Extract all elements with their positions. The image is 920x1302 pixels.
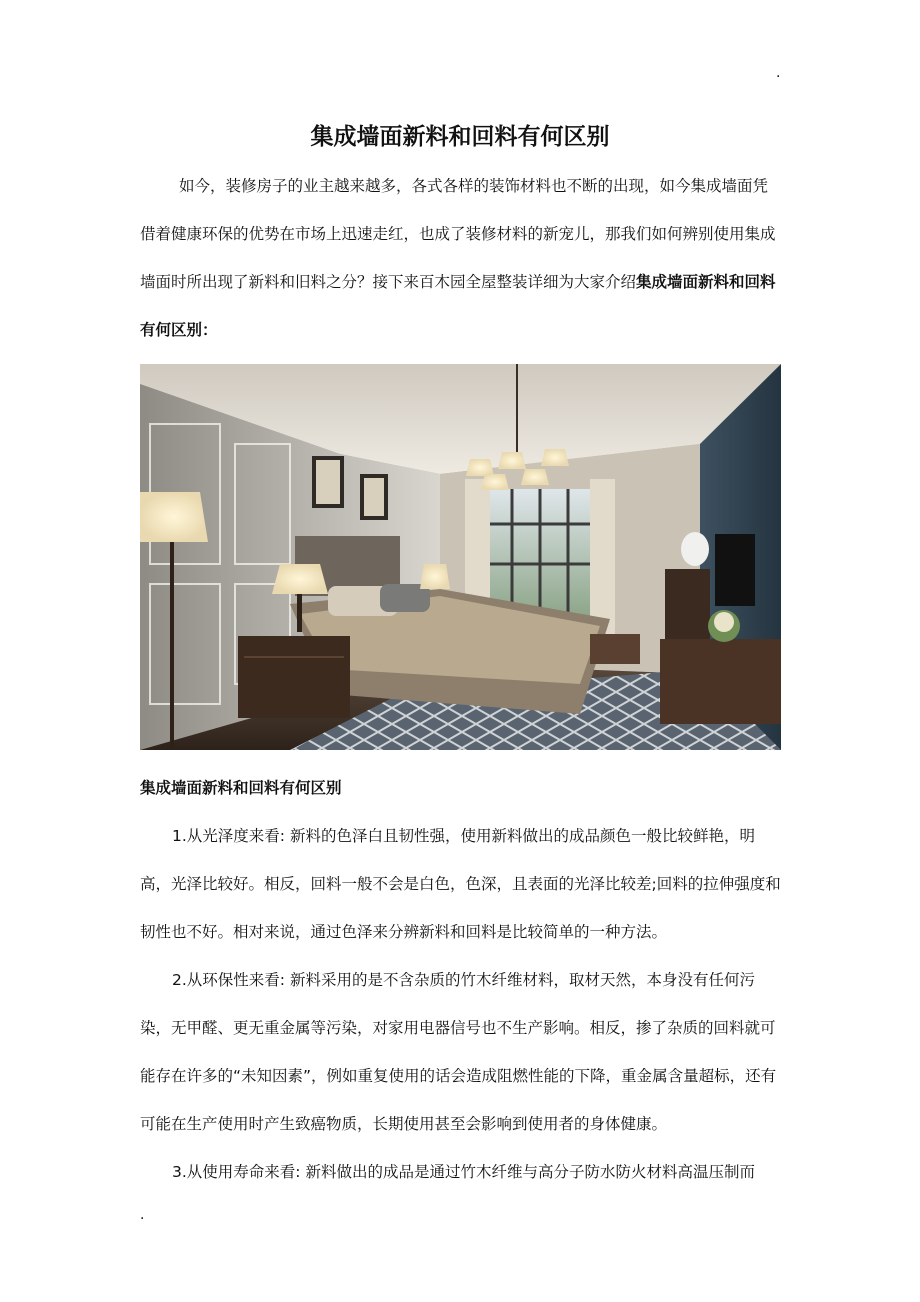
- paragraph-eco: 2.从环保性来看: 新料采用的是不含杂质的竹木纤维材料，取材天然，本身没有任何污染，无甲醛、更无重金属等污染，对家用电器信号也不生产影响。相反，掺了杂质的回料就可能存在许多的“未知因素”，例如重复使用的话会造成阻燃性能的下降，重金属含量超标，还有可能在生产使用时产生致癌物质，长期使用甚至会影响到使用者的身体健康。: [140, 971, 777, 1133]
- bedroom-interior-photo: [140, 364, 781, 750]
- section-subheading: 集成墙面新料和回料有何区别: [140, 779, 342, 797]
- paragraph-lifespan: 3.从使用寿命来看: 新料做出的成品是通过竹木纤维与高分子防水防火材料高温压制而: [172, 1163, 755, 1181]
- intro-text: 如今，装修房子的业主越来越多，各式各样的装饰材料也不断的出现，如今集成墙面凭借着健康环保的优势在市场上迅速走红，也成了装修材料的新宠儿，那我们如何辨别使用集成墙面时所出现了新料和旧料之分？接下来百木园全屋整装详细为大家介绍: [140, 177, 776, 291]
- intro-paragraph: [140, 162, 782, 354]
- page-mark-bottom: .: [140, 1207, 145, 1223]
- page-mark-top: .: [776, 65, 781, 81]
- intro-bold-tail: 集成墙面新料和回料有何区别：: [140, 273, 776, 339]
- document-title: 集成墙面新料和回料有何区别: [310, 124, 610, 150]
- paragraph-gloss: 1.从光泽度来看: 新料的色泽白且韧性强，使用新料做出的成品颜色一般比较鲜艳，明高，光泽比较好。相反，回料一般不会是白色，色深，且表面的光泽比较差;回料的拉伸强度和韧性也不好。相对来说，通过色泽来分辨新料和回料是比较简单的一种方法。: [140, 827, 781, 941]
